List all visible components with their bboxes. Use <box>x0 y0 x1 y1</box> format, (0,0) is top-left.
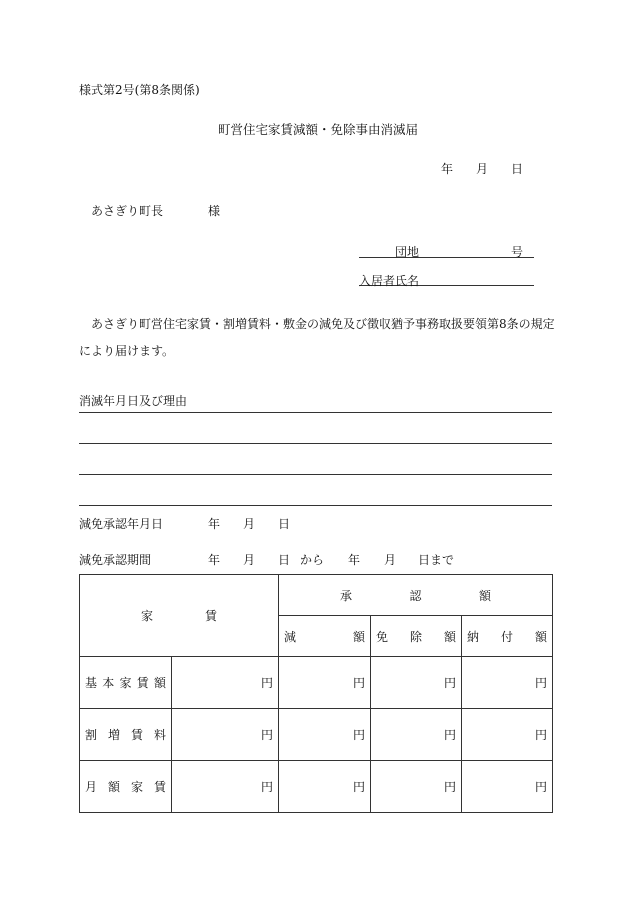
reason-line <box>79 443 552 444</box>
row-label-char: 月 <box>85 780 98 794</box>
row-label-char: 賃 <box>130 728 143 742</box>
rent-header-cell <box>80 575 279 657</box>
period-end-year: 年 <box>348 553 361 567</box>
table-row <box>80 657 553 709</box>
reason-line <box>79 505 552 506</box>
yen-unit: 円 <box>352 728 365 742</box>
yen-unit: 円 <box>534 676 547 690</box>
danchi-underline <box>359 257 534 258</box>
approval-date-year: 年 <box>208 517 221 531</box>
yen-unit: 円 <box>260 780 273 794</box>
subheader-char: 付 <box>500 629 513 644</box>
exemption-amount-cell <box>371 709 462 761</box>
approved-header-char: 認 <box>409 588 422 603</box>
reduction-amount-header <box>279 616 371 657</box>
row-label-monthly-rent <box>80 761 172 813</box>
date-year: 年 <box>441 162 454 176</box>
row-label-basic-rent <box>80 657 172 709</box>
subheader-char: 除 <box>409 629 422 644</box>
payment-amount-cell <box>462 761 553 813</box>
row-label-char: 家 <box>119 676 132 690</box>
yen-unit: 円 <box>534 780 547 794</box>
addressee-name: あさぎり町長 <box>91 204 164 218</box>
approval-date-month: 月 <box>243 517 256 531</box>
exemption-amount-cell <box>371 761 462 813</box>
reason-line <box>79 474 552 475</box>
row-label-char: 増 <box>107 728 120 742</box>
page-title: 町営住宅家賃減額・免除事由消滅届 <box>218 122 419 137</box>
row-label-surcharge <box>80 709 172 761</box>
date-day: 日 <box>511 162 524 176</box>
body-text-line2: により届けます。 <box>79 344 175 358</box>
reason-line <box>79 412 552 413</box>
rent-amount-cell <box>172 657 279 709</box>
reduction-amount-cell <box>279 709 371 761</box>
subheader-char: 額 <box>352 629 365 644</box>
addressee-honorific: 様 <box>208 204 221 218</box>
yen-unit: 円 <box>260 728 273 742</box>
yen-unit: 円 <box>260 676 273 690</box>
subheader-char: 額 <box>534 629 547 644</box>
row-label-char: 本 <box>102 676 115 690</box>
row-label-char: 基 <box>85 676 98 690</box>
period-start-month: 月 <box>243 553 256 567</box>
subheader-char: 免 <box>376 629 389 644</box>
approved-header-char: 額 <box>478 588 491 603</box>
yen-unit: 円 <box>443 728 456 742</box>
reduction-amount-cell <box>279 761 371 813</box>
row-label-char: 額 <box>153 676 166 690</box>
payment-amount-header <box>462 616 553 657</box>
period-end-month: 月 <box>384 553 397 567</box>
reduction-amount-cell <box>279 657 371 709</box>
period-start-year: 年 <box>208 553 221 567</box>
body-text-line1: あさぎり町営住宅家賃・割増賃料・敷金の減免及び徴収猶予事務取扱要領第8条の規定 <box>91 317 555 331</box>
approval-date-day: 日 <box>278 517 291 531</box>
payment-amount-cell <box>462 709 553 761</box>
gou-label: 号 <box>511 245 524 259</box>
payment-amount-cell <box>462 657 553 709</box>
approved-header-char: 承 <box>340 588 353 603</box>
table-row <box>80 709 553 761</box>
row-label-char: 家 <box>130 780 143 794</box>
rent-amount-cell <box>172 709 279 761</box>
yen-unit: 円 <box>443 780 456 794</box>
rent-table <box>79 574 553 813</box>
subheader-char: 減 <box>284 629 297 644</box>
table-row <box>80 761 553 813</box>
approval-period-label: 減免承認期間 <box>79 553 152 567</box>
date-month: 月 <box>476 162 489 176</box>
subheader-char: 額 <box>443 629 456 644</box>
row-label-char: 料 <box>153 728 166 742</box>
danchi-label: 団地 <box>395 245 420 259</box>
yen-unit: 円 <box>352 676 365 690</box>
row-label-char: 額 <box>107 780 120 794</box>
row-label-char: 賃 <box>136 676 149 690</box>
exemption-amount-cell <box>371 657 462 709</box>
approved-amount-header <box>279 575 553 616</box>
row-label-char: 割 <box>85 728 98 742</box>
approval-date-label: 減免承認年月日 <box>79 517 164 531</box>
subheader-char: 納 <box>467 629 480 644</box>
yen-unit: 円 <box>352 780 365 794</box>
form-number: 様式第2号(第8条関係) <box>79 83 200 97</box>
exemption-amount-header <box>371 616 462 657</box>
period-from: から <box>300 553 325 567</box>
rent-header-char: 家 <box>141 609 154 623</box>
header-row <box>80 575 553 616</box>
row-label-char: 賃 <box>153 780 166 794</box>
rent-header-char: 賃 <box>204 609 217 623</box>
period-until: 日まで <box>418 553 455 567</box>
reason-label: 消滅年月日及び理由 <box>79 394 188 408</box>
period-start-day: 日 <box>278 553 291 567</box>
yen-unit: 円 <box>534 728 547 742</box>
rent-amount-cell <box>172 761 279 813</box>
yen-unit: 円 <box>443 676 456 690</box>
resident-name-label: 入居者氏名 <box>359 274 420 288</box>
